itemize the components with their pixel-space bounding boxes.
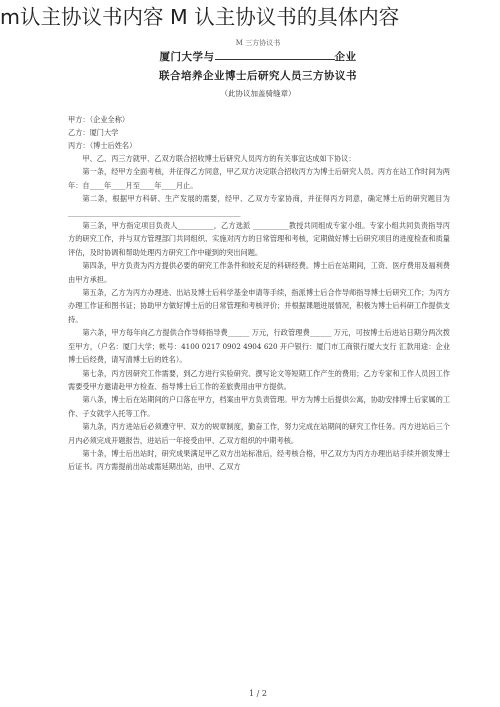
paragraph-article-2: 第二条，根据甲方科研、生产发展的需要，经甲、乙双方专家协商，并征得丙方同意，确定博士后的研究题目为________________________________________________ [68, 194, 450, 217]
title-left: 厦门大学与 [159, 51, 215, 63]
paragraph-article-3: 第三条，甲方指定项目负责人__________，乙方选派 __________教授共同组成专家小组。专家小组共同负责指导丙方的研究工作，并与双方管理部门共同组织、实施对丙方的日常管理和考核，定期做好博士后研究项目的进度检查和质量评估，及时协调和帮助处理丙方研究工作中碰到的突出问题。 [68, 221, 450, 257]
document-page [62, 34, 454, 702]
doc-title-note: （此协议加盖骑缝章） [220, 89, 296, 98]
title-blank [215, 49, 335, 60]
party-b: 乙方：厦门大学 [68, 128, 119, 137]
page-number: 1 / 2 [249, 689, 267, 698]
paragraph-article-5: 第五条，乙方为丙方办理进、出站及博士后科学基金申请等手续，指派博士后合作导师指导博士后研究工作；为丙方办理工作证和图书证；协助甲方做好博士后的日常管理和考核评价；并根据课题进展情况，积极为博士后科研工作提供支持。 [68, 288, 450, 324]
paragraph-article-10: 第十条，博士后出站时，研究成果满足甲乙双方出站标准后，经考核合格，甲乙双方为丙方办理出站手续并颁发博士后证书。丙方需提前出站或需延期出站，由甲、乙双方 [68, 448, 450, 472]
doc-title-line1 [62, 49, 454, 64]
doc-top-label: M 三方协议书 [235, 39, 281, 47]
party-c: 丙方：（博士后姓名） [68, 141, 137, 150]
paragraph-article-8: 第八条，博士后在站期间的户口落在甲方，档案由甲方负责管理。甲方为博士后提供公寓，协助安排博士后家属的工作、子女就学入托等工作。 [68, 395, 450, 418]
paragraph-article-1: 第一条，经甲方全面考核，并征得乙方同意，甲乙双方决定联合招收丙方为博士后研究人员。丙方在站工作时间为两年：自____年____月至____年____月止。 [68, 167, 450, 190]
paragraph-intro: 甲、乙、丙三方就甲、乙双方联合招收博士后研究人员丙方的有关事宜达成如下协议： [82, 154, 356, 163]
page-banner-title: m认主协议书内容 M 认主协议书的具体内容 [0, 0, 500, 34]
party-a: 甲方：（企业全称） [68, 115, 130, 124]
title-right: 企业 [334, 51, 357, 63]
paragraph-article-9: 第九条，丙方进站后必须遵守甲、双方的规章制度，勤奋工作，努力完成在站期间的研究工作任务。丙方进站后三个月内必须完成开题报告，进站后一年接受由甲、乙双方组织的中期考核。 [68, 422, 450, 445]
paragraph-article-7: 第七条，丙方因研究工作需要，到乙方进行实验研究、撰写论文等短期工作产生的费用；乙方专家和工作人员因工作需要受甲方邀请赴甲方检查、指导博士后工作的差旅费用由甲方提供。 [68, 368, 450, 391]
paragraph-article-4: 第四条，甲方负责为丙方提供必要的研究工作条件和较充足的科研经费。博士后在站期间，工资、医疗费用及福利费由甲方承担。 [68, 261, 450, 284]
paragraph-article-6: 第六条，甲方每年向乙方提供合作导师指导费______ 万元，行政管理费______ 万元，可按博士后进站日期分两次拨至甲方，（户名：厦门大学；帐号：4100 0217 0902 4904 620 开户银行：厦门市工商银行厦大支行 汇款用途：企业博士后经费，请写清博士后的姓名）。 [68, 328, 450, 365]
doc-title-line2: 联合培养企业博士后研究人员三方协议书 [159, 70, 357, 82]
